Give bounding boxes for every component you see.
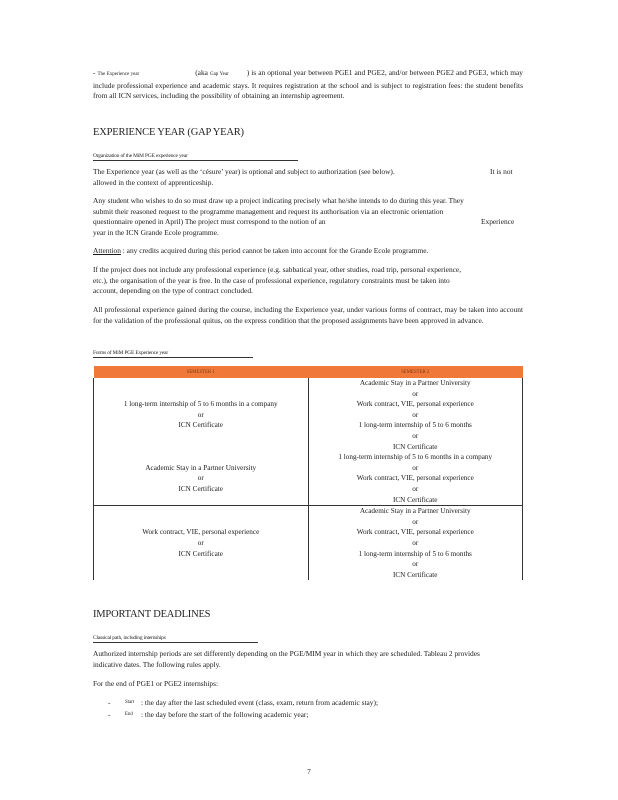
subtitle-organization: Organization of the MiM PGE experience year [93, 153, 188, 159]
cell-line: 1 long-term internship of 5 to 6 months [358, 549, 472, 558]
intro-aka-value: Gap Year [209, 72, 229, 77]
attention-label: Attention [93, 246, 121, 255]
cell-line: ICN Certificate [178, 421, 223, 430]
p1-main: The Experience year (as well as the ‘césure’ year) is optional and subject to authorization (see below). [93, 167, 395, 176]
bullet-dash: - [108, 698, 111, 707]
bullet-dash: - [108, 710, 111, 719]
p4-paragraph: If the project does not include any professional experience (e.g. sabbatical year, other studies, road trip, personal experience, etc.), the organisation of the year is free. In the case of professional experience, regulatory constraints must be taken into account, depending on the type of contract concluded. [93, 265, 462, 296]
intro-aka-suffix: ) [246, 68, 250, 77]
cell-line: ICN Certificate [392, 570, 438, 579]
row2-left-cell [94, 452, 309, 505]
intro-aka-prefix: (aka [195, 68, 210, 77]
cell-line: 1 long-term internship of 5 to 6 months [358, 421, 472, 430]
forms-table-header [94, 366, 523, 378]
cell-line: Work contract, VIE, personal experience [356, 400, 474, 409]
cell-line: or [412, 410, 419, 419]
cell-line: Work contract, VIE, personal experience [356, 474, 474, 483]
table-row [94, 506, 523, 581]
cell-line: ICN Certificate [392, 495, 438, 504]
section-title-experience-year: EXPERIENCE YEAR (GAP YEAR) [93, 127, 244, 138]
deadlines-p1: Authorized internship periods are set differently depending on the PGE/MIM year in which they are scheduled. Tableau 2 provides indicative dates. The following rules apply. [93, 649, 480, 669]
table-row [94, 378, 523, 452]
subtitle-forms: Forms of MiM PGE Experience year [93, 350, 168, 356]
intro-term: The Experience year [97, 72, 140, 77]
row2-right-cell [308, 452, 523, 505]
cell-line: or [412, 560, 419, 569]
subtitle-classical-path: Classical path, including internships [93, 635, 166, 641]
forms-table [93, 366, 523, 580]
cell-line: Academic Stay in a Partner University [145, 463, 257, 472]
section-title-deadlines: IMPORTANT DEADLINES [93, 609, 211, 620]
cell-line: ICN Certificate [178, 484, 223, 493]
cell-line: or [412, 517, 419, 526]
forms-subtitle-underline [93, 357, 253, 358]
classical-path-underline [93, 642, 258, 643]
p2-cont: year in the ICN Grande Ecole programme. [93, 228, 219, 237]
cell-line: 1 long-term internship of 5 to 6 months in a company [123, 400, 278, 409]
row3-left-cell [94, 506, 309, 581]
row1-right-cell [308, 378, 523, 452]
cell-line: 1 long-term internship of 5 to 6 months in a company [338, 453, 493, 462]
p3-attention [93, 246, 523, 257]
p1-cont: allowed in the context of apprenticeship. [93, 178, 214, 187]
cell-line: or [197, 474, 204, 483]
cell-line: Work contract, VIE, personal experience [356, 528, 474, 537]
p1-right: It is not [490, 167, 513, 176]
cell-line: Work contract, VIE, personal experience [142, 528, 260, 537]
header-semester-1: SEMESTER 1 [94, 366, 309, 378]
bullet-text: : the day before the start of the following academic year; [141, 710, 309, 719]
p2-right: Experience [481, 217, 515, 226]
subtitle-underline [93, 160, 298, 161]
cell-line: or [412, 484, 419, 493]
bullet-tag: End [125, 712, 133, 717]
cell-line: Academic Stay in a Partner University [359, 507, 471, 516]
cell-line: or [197, 410, 204, 419]
row1-left-cell [94, 378, 309, 452]
attention-text: : any credits acquired during this period cannot be taken into account for the Grande Ecole programme. [120, 246, 429, 255]
header-semester-2: SEMESTER 2 [308, 366, 523, 378]
cell-line: or [412, 538, 419, 547]
p2-main: Any student who wishes to do so must draw up a project indicating precisely what he/she intends to do during this year. They submit their reasoned request to the programme management and request its authorisation via an electronic orientation questionnaire opened in April) The project must correspond to the notion of an [93, 196, 464, 227]
cell-line: or [412, 389, 419, 398]
intro-lead: - [93, 68, 98, 77]
cell-line: ICN Certificate [178, 549, 223, 558]
page-number: 7 [307, 768, 311, 776]
p5-paragraph: All professional experience gained during the course, including the Experience year, under various forms of contract, may be taken into account for the validation of the professional quitus, on the express condition that the proposed assignments have been approved in advance. [93, 305, 523, 325]
table-row [94, 452, 523, 505]
cell-line: or [412, 463, 419, 472]
intro-sentence: is an optional year between PGE1 and PGE2, and/or between PGE2 and PGE3, which may include professional experience and academic stays. It requires registration at the school and is subject to registration fees: the student benefits from all ICN services, including the possibility of obtaining an internship agreement. [93, 68, 524, 101]
deadlines-p2: For the end of PGE1 or PGE2 internships: [93, 679, 219, 688]
cell-line: Academic Stay in a Partner University [359, 379, 471, 387]
cell-line: or [197, 538, 204, 547]
intro-paragraph [93, 68, 523, 102]
row3-right-cell [308, 506, 523, 581]
bullet-tag: Start [125, 700, 135, 705]
cell-line: or [412, 431, 419, 440]
cell-line: ICN Certificate [392, 442, 438, 451]
bullet-text: : the day after the last scheduled event (class, exam, return from academic stay); [141, 698, 379, 707]
